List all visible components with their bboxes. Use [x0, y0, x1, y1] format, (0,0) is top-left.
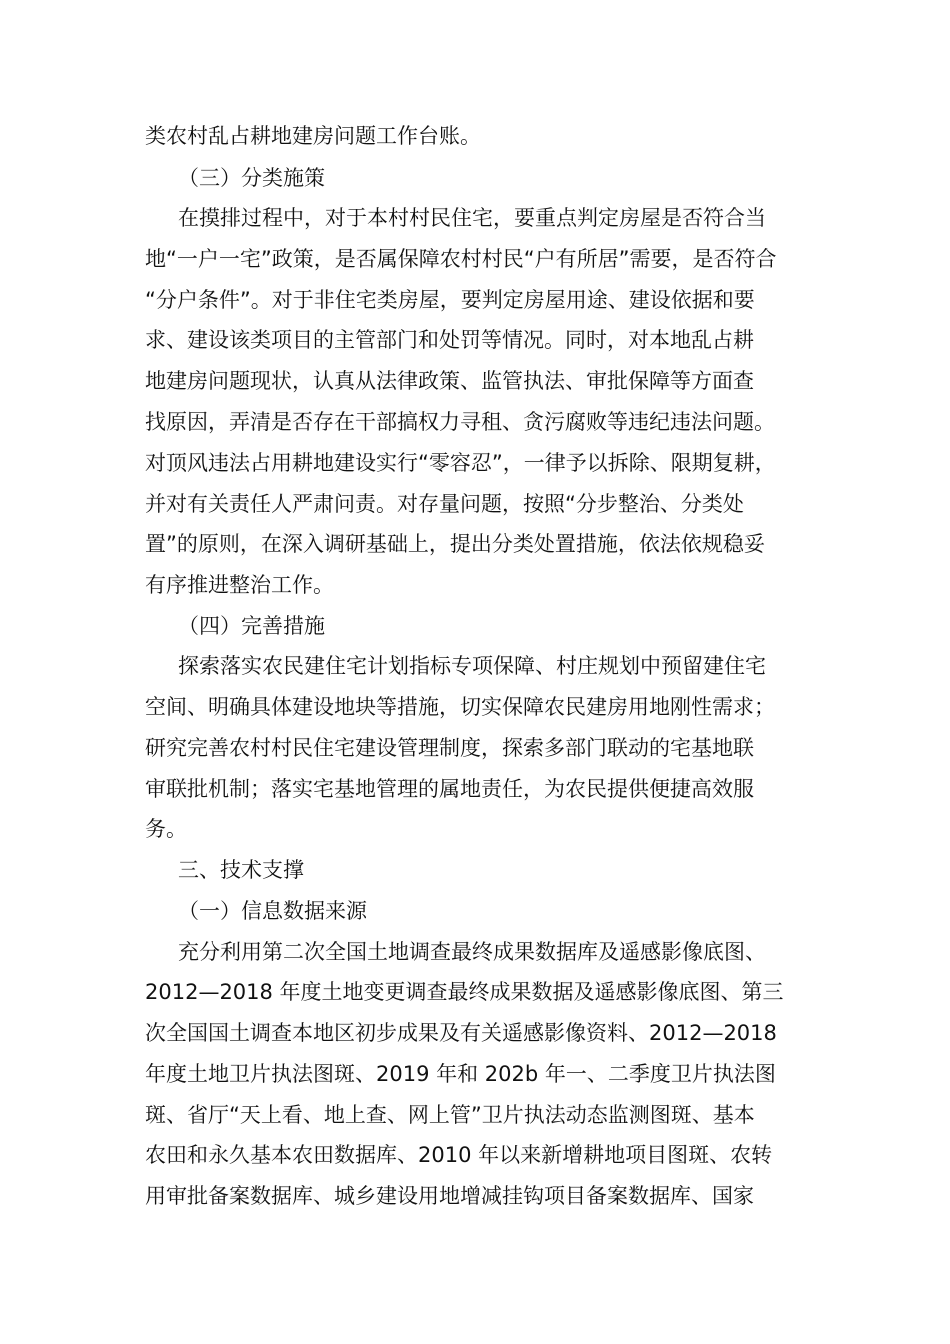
text-line: 空间、明确具体建设地块等措施，切实保障农民建房用地刚性需求； [145, 695, 775, 719]
text-line: 研究完善农村村民住宅建设管理制度，探索多部门联动的宅基地联 [145, 736, 754, 760]
paragraph-first-line: 充分利用第二次全国土地调查最终成果数据库及遥感影像底图、 [178, 940, 766, 964]
text-line: 对顶风违法占用耕地建设实行“零容忍”，一律予以拆除、限期复耕， [145, 451, 776, 475]
paragraph-first-line: 探索落实农民建住宅计划指标专项保障、村庄规划中预留建住宅 [178, 654, 766, 678]
text-line: 求、建设该类项目的主管部门和处罚等情况。同时，对本地乱占耕 [145, 328, 754, 352]
text-line: 农田和永久基本农田数据库、2010 年以来新增耕地项目图斑、农转 [145, 1143, 773, 1167]
chapter-heading: 三、技术支撑 [178, 858, 304, 882]
section-heading: （三）分类施策 [178, 166, 325, 190]
section-heading: （一）信息数据来源 [178, 899, 367, 923]
text-line: 用审批备案数据库、城乡建设用地增减挂钩项目备案数据库、国家 [145, 1184, 754, 1208]
text-line: 次全国国土调查本地区初步成果及有关遥感影像资料、2012—2018 [145, 1021, 777, 1045]
text-line: 类农村乱占耕地建房问题工作台账。 [145, 124, 481, 148]
text-line: 地“一户一宅”政策，是否属保障农村村民“户有所居”需要，是否符合 [145, 247, 777, 271]
text-line: 找原因，弄清是否存在干部搞权力寻租、贪污腐败等违纪违法问题。 [145, 410, 775, 434]
text-line: 审联批机制；落实宅基地管理的属地责任，为农民提供便捷高效服 [145, 777, 754, 801]
text-line: 务。 [145, 817, 187, 841]
paragraph-first-line: 在摸排过程中，对于本村村民住宅，要重点判定房屋是否符合当 [178, 206, 766, 230]
text-line: 置”的原则，在深入调研基础上，提出分类处置措施，依法依规稳妥 [145, 532, 765, 556]
text-line: 年度土地卫片执法图斑、2019 年和 202b 年一、二季度卫片执法图 [145, 1062, 776, 1086]
text-line: 2012—2018 年度土地变更调查最终成果数据及遥感影像底图、第三 [145, 980, 784, 1004]
text-line: 斑、省厅“天上看、地上查、网上管”卫片执法动态监测图斑、基本 [145, 1103, 755, 1127]
text-line: 有序推进整治工作。 [145, 573, 334, 597]
text-line: “分户条件”。对于非住宅类房屋，要判定房屋用途、建设依据和要 [145, 288, 755, 312]
text-line: 地建房问题现状，认真从法律政策、监管执法、审批保障等方面查 [145, 369, 754, 393]
text-line: 并对有关责任人严肃问责。对存量问题，按照“分步整治、分类处 [145, 492, 744, 516]
section-heading: （四）完善措施 [178, 614, 325, 638]
